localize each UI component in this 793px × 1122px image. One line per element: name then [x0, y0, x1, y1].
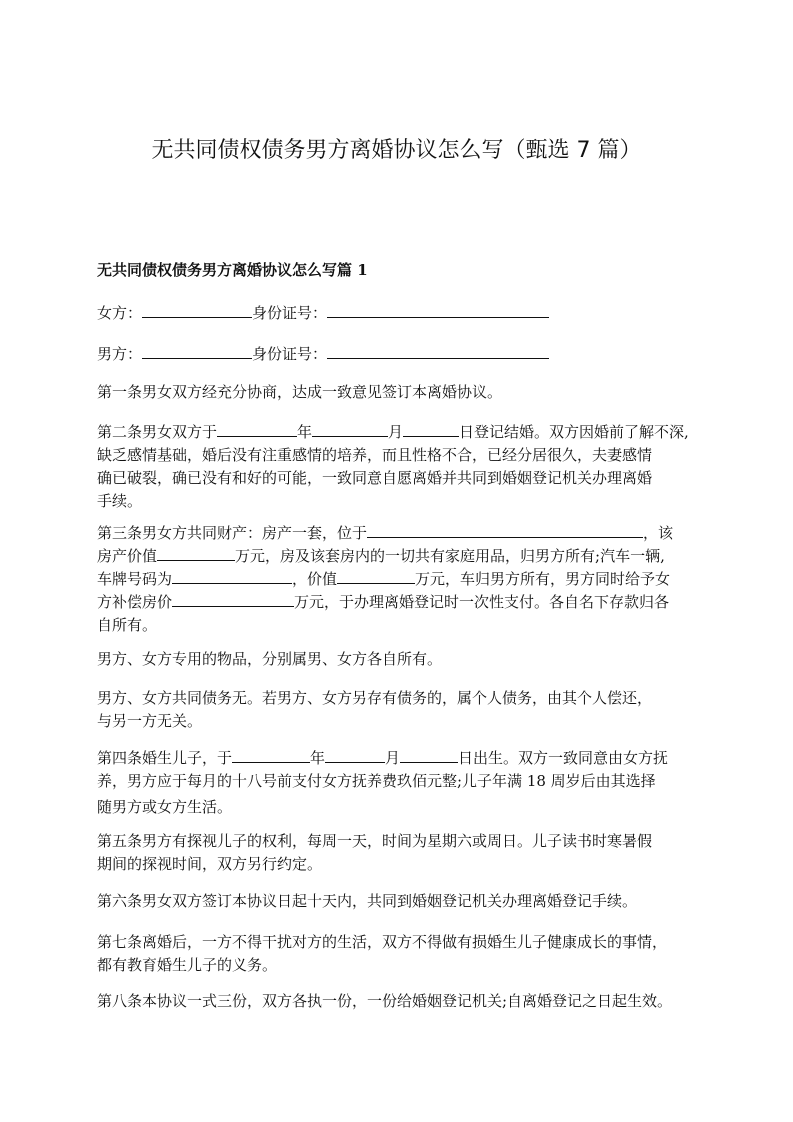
article-3-l3-prefix: 车牌号码为	[97, 570, 173, 588]
article-4-suffix: 日出生。双方一致同意由女方抚	[458, 749, 669, 767]
article-3-l2-suffix: 万元，房及该套房内的一切共有家庭用品，归男方所有;汽车一辆,	[235, 547, 665, 565]
compensation-blank	[172, 591, 294, 607]
article-8: 第八条本协议一式三份，双方各执一份，一份给婚姻登记机关;自离婚登记之日起生效。	[97, 992, 673, 1010]
article-4	[97, 747, 709, 819]
article-2-prefix: 第二条男女双方于	[97, 423, 218, 441]
article-3-line-5: 自所有。	[97, 616, 158, 634]
plate-number-blank	[172, 568, 292, 584]
female-name-blank	[142, 302, 252, 318]
article-2	[97, 421, 709, 513]
article-3-line-3	[97, 568, 709, 591]
article-3-suffix-1: ，该	[643, 524, 674, 542]
article-3-l3-suffix: 万元，车归男方所有，男方同时给予女	[415, 570, 671, 588]
male-id-label: 身份证号：	[252, 345, 328, 363]
birth-year-blank	[232, 747, 310, 763]
article-4-line-2: 养，男方应于每月的十八号前支付女方抚养费玖佰元整;儿子年满 18 周岁后由其选择	[97, 772, 656, 790]
birth-day-blank	[400, 747, 458, 763]
article-5-line-1: 第五条男方有探视儿子的权利，每周一天，时间为星期六或周日。儿子读书时寒暑假	[97, 832, 653, 850]
article-3-l4-prefix: 方补偿房价	[97, 593, 173, 611]
article-3-prefix: 第三条男女方共同财产：房产一套，位于	[97, 524, 368, 542]
year-label: 年	[297, 423, 313, 441]
male-label: 男方：	[97, 345, 143, 363]
birth-month-blank	[325, 747, 385, 763]
car-value-blank	[337, 568, 415, 584]
article-6: 第六条男女双方签订本协议日起十天内，共同到婚姻登记机关办理离婚登记手续。	[97, 892, 638, 910]
article-3-l3-mid: ，价值	[292, 570, 338, 588]
article-3-line-2	[97, 545, 709, 568]
debts-line-2: 与另一方无关。	[97, 712, 203, 730]
personal-items-clause: 男方、女方专用的物品，分别属男、女方各自所有。	[97, 650, 443, 668]
article-7	[97, 931, 709, 977]
article-5	[97, 830, 709, 876]
marriage-year-blank	[217, 421, 297, 437]
debts-line-1: 男方、女方共同债务无。若男方、女方另存有债务的，属个人债务，由其个人偿还，	[97, 689, 653, 707]
month-label: 月	[385, 749, 401, 767]
article-3-l4-suffix: 万元，于办理离婚登记时一次性支付。各自名下存款归各	[294, 593, 670, 611]
article-3	[97, 522, 709, 637]
female-label: 女方：	[97, 304, 143, 322]
article-2-line-1	[97, 421, 709, 444]
male-party-line	[97, 343, 709, 366]
article-2-line-2: 缺乏感情基础，婚后没有注重感情的培养，而且性格不合，已经分居很久，夫妻感情	[97, 446, 653, 464]
female-id-blank	[327, 302, 549, 318]
male-id-blank	[327, 343, 549, 359]
article-4-line-3: 随男方或女方生活。	[97, 798, 233, 816]
article-7-line-1: 第七条离婚后，一方不得干扰对方的生活，双方不得做有损婚生儿子健康成长的事情，	[97, 933, 668, 951]
article-2-line-3: 确已破裂，确已没有和好的可能，一致同意自愿离婚并共同到婚姻登记机关办理离婚	[97, 469, 653, 487]
article-4-line-1	[97, 747, 709, 770]
article-1: 第一条男女双方经充分协商，达成一致意见签订本离婚协议。	[97, 383, 503, 401]
female-party-line	[97, 302, 709, 325]
marriage-day-blank	[403, 421, 459, 437]
marriage-month-blank	[312, 421, 388, 437]
article-3-line-4	[97, 591, 709, 614]
male-name-blank	[142, 343, 252, 359]
article-2-line-4: 手续。	[97, 492, 143, 510]
female-id-label: 身份证号：	[252, 304, 328, 322]
debts-clause	[97, 687, 709, 733]
article-3-l2-prefix: 房产价值	[97, 547, 158, 565]
article-3-line-1	[97, 522, 709, 545]
article-2-suffix: 日登记结婚。双方因婚前了解不深,	[459, 423, 689, 441]
property-location-blank	[367, 522, 643, 538]
article-5-line-2: 期间的探视时间，双方另行约定。	[97, 855, 323, 873]
article-4-prefix: 第四条婚生儿子，于	[97, 749, 233, 767]
article-7-line-2: 都有教育婚生儿子的义务。	[97, 956, 278, 974]
month-label: 月	[388, 423, 404, 441]
year-label: 年	[310, 749, 326, 767]
property-value-blank	[157, 545, 235, 561]
document-title: 无共同债权债务男方离婚协议怎么写（甄选 7 篇）	[151, 138, 642, 163]
section-heading: 无共同债权债务男方离婚协议怎么写篇 1	[97, 261, 368, 279]
